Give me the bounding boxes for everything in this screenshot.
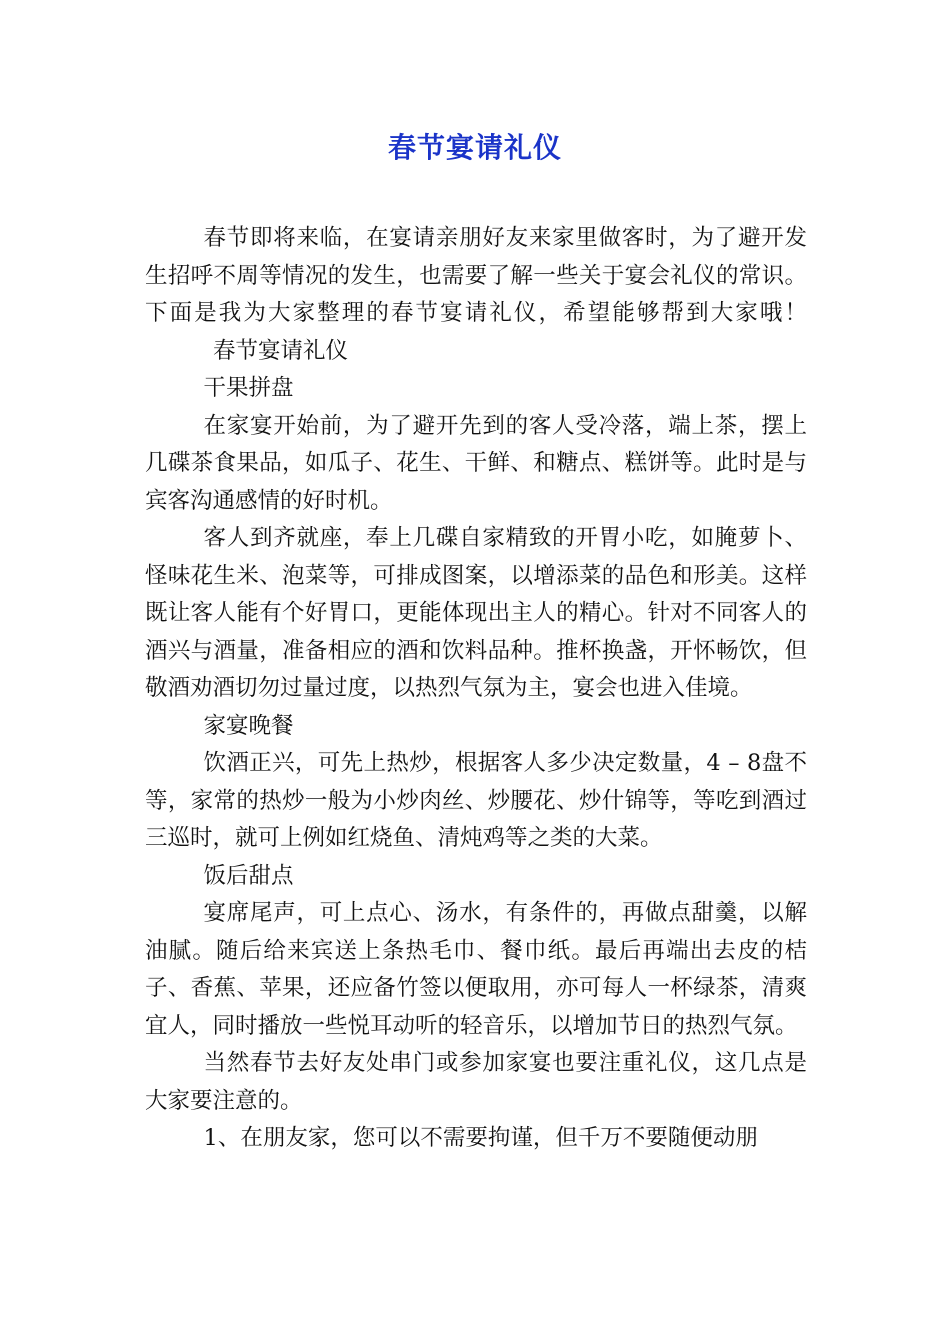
intro-text: 春节即将来临，在宴请亲朋好友来家里做客时，为了避开发生招呼不周等情况的发生，也需要了解一些关于宴会礼仪的常识。下面是我为大家整理的春节宴请礼仪，希望能够帮到大家哦！ bbox=[145, 225, 807, 326]
section-heading-dinner: 家宴晚餐 bbox=[203, 712, 294, 739]
intro-subtitle: 春节宴请礼仪 bbox=[213, 337, 349, 364]
document-body bbox=[145, 220, 807, 1158]
section-heading-dried-fruit: 干果拼盘 bbox=[203, 375, 294, 401]
page-title: 春节宴请礼仪 bbox=[387, 131, 562, 164]
paragraph-closing-1: 当然春节去好友处串门或参加家宴也要注重礼仪，这几点是大家要注意的。 bbox=[145, 1050, 807, 1114]
section-heading-dessert: 饭后甜点 bbox=[203, 862, 294, 889]
paragraph-dried-fruit-2: 客人到齐就座，奉上几碟自家精致的开胃小吃，如腌萝卜、怪味花生米、泡菜等，可排成图案，以增添菜的品色和形美。这样既让客人能有个好胃口，更能体现出主人的精心。针对不同客人的酒兴与酒量，准备相应的酒和饮料品种。推杯换盏，开怀畅饮，但敬酒劝酒切勿过量过度，以热烈气氛为主，宴会也进入佳境。 bbox=[145, 525, 807, 701]
paragraph-dessert-1: 宴席尾声，可上点心、汤水，有条件的，再做点甜羹，以解油腻。随后给来宾送上条热毛巾、餐巾纸。最后再端出去皮的桔子、香蕉、苹果，还应备竹签以便取用，亦可每人一杯绿茶，清爽宜人，同时播放一些悦耳动听的轻音乐，以增加节日的热烈气氛。 bbox=[145, 900, 807, 1039]
paragraph-dried-fruit-1: 在家宴开始前，为了避开先到的客人受冷落，端上茶，摆上几碟茶食果品，如瓜子、花生、干鲜、和糖点、糕饼等。此时是与宾客沟通感情的好时机。 bbox=[145, 412, 807, 514]
paragraph-closing-2: 1、在朋友家，您可以不需要拘谨，但千万不要随便动朋 bbox=[203, 1125, 758, 1151]
intro-paragraph bbox=[145, 220, 807, 370]
paragraph-dinner-1: 饮酒正兴，可先上热炒，根据客人多少决定数量，4 – 8盘不等，家常的热炒一般为小炒肉丝、炒腰花、炒什锦等，等吃到酒过三巡时，就可上例如红烧鱼、清炖鸡等之类的大菜。 bbox=[145, 750, 807, 851]
